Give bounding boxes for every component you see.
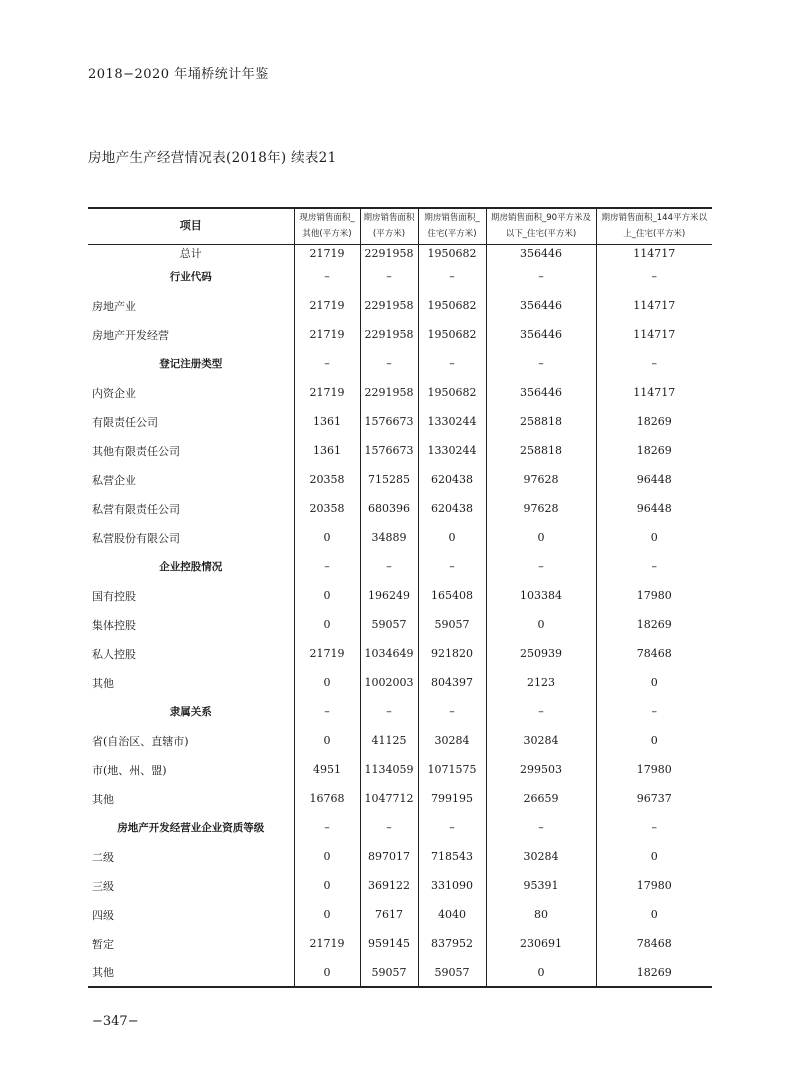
table-cell: 21719 — [294, 929, 360, 958]
table-row — [88, 610, 712, 639]
table-cell: 165408 — [418, 581, 486, 610]
table-cell: – — [486, 552, 596, 581]
table-cell: 59057 — [418, 958, 486, 987]
table-cell: 21719 — [294, 291, 360, 320]
table-cell: 1330244 — [418, 407, 486, 436]
table-cell: 0 — [486, 958, 596, 987]
real-estate-table — [88, 207, 712, 988]
row-label: 私人控股 — [92, 647, 136, 661]
table-cell: 34889 — [360, 523, 418, 552]
table-cell: 0 — [294, 610, 360, 639]
table-cell: – — [360, 349, 418, 378]
table-cell: – — [596, 813, 712, 842]
table-cell: 20358 — [294, 465, 360, 494]
table-row — [88, 523, 712, 552]
table-cell: – — [596, 552, 712, 581]
table-header-row — [88, 208, 712, 244]
table-cell: 18269 — [596, 958, 712, 987]
table-cell: 1134059 — [360, 755, 418, 784]
table-cell: 114717 — [596, 378, 712, 407]
table-cell: – — [294, 262, 360, 291]
table-cell: 921820 — [418, 639, 486, 668]
table-cell: – — [294, 552, 360, 581]
table-cell: 897017 — [360, 842, 418, 871]
table-cell: 1950682 — [418, 320, 486, 349]
table-cell: – — [418, 349, 486, 378]
row-label: 有限责任公司 — [92, 415, 158, 429]
row-label: 总计 — [179, 247, 202, 261]
table-cell: 18269 — [596, 407, 712, 436]
table-cell: 30284 — [486, 842, 596, 871]
table-cell: 1950682 — [418, 244, 486, 262]
table-cell: – — [418, 552, 486, 581]
table-cell: – — [360, 697, 418, 726]
table-cell: 680396 — [360, 494, 418, 523]
table-cell: 718543 — [418, 842, 486, 871]
table-cell: 2291958 — [360, 378, 418, 407]
table-body — [88, 244, 712, 987]
row-label: 四级 — [92, 908, 114, 922]
table-cell: 1361 — [294, 436, 360, 465]
row-label: 房地产开发经营业企业资质等级 — [117, 822, 265, 834]
table-cell: 959145 — [360, 929, 418, 958]
table-row — [88, 726, 712, 755]
table-cell: 21719 — [294, 320, 360, 349]
table-cell: 1576673 — [360, 436, 418, 465]
table-cell: 20358 — [294, 494, 360, 523]
table-cell: 0 — [294, 726, 360, 755]
table-cell: 837952 — [418, 929, 486, 958]
table-cell: 26659 — [486, 784, 596, 813]
table-row — [88, 262, 712, 291]
table-cell: 18269 — [596, 610, 712, 639]
table-cell: 59057 — [360, 610, 418, 639]
row-label: 企业控股情况 — [159, 561, 223, 573]
row-label: 其他 — [88, 958, 294, 987]
row-label: 市(地、州、盟) — [92, 763, 167, 777]
table-cell: 59057 — [418, 610, 486, 639]
table-row — [88, 958, 712, 987]
table-cell: 0 — [294, 958, 360, 987]
table-cell: – — [360, 262, 418, 291]
table-cell: 0 — [596, 900, 712, 929]
table-cell: 114717 — [596, 291, 712, 320]
row-label: 省(自治区、直辖市) — [92, 734, 189, 748]
table-cell: 230691 — [486, 929, 596, 958]
table-cell: 0 — [486, 523, 596, 552]
table-row — [88, 784, 712, 813]
table-cell: 1361 — [294, 407, 360, 436]
table-row — [88, 668, 712, 697]
table-row — [88, 755, 712, 784]
table-cell: 96448 — [596, 465, 712, 494]
column-header: 项目 — [88, 208, 294, 244]
table-cell: 356446 — [486, 320, 596, 349]
table-row — [88, 407, 712, 436]
table-cell: 114717 — [596, 320, 712, 349]
row-label: 行业代码 — [169, 271, 212, 283]
table-cell: 2291958 — [360, 244, 418, 262]
running-head: 2018−2020 年埇桥统计年鉴 — [88, 67, 269, 82]
row-label: 私营股份有限公司 — [92, 531, 180, 545]
table-cell: 18269 — [596, 436, 712, 465]
table-cell: 30284 — [418, 726, 486, 755]
table-cell: – — [486, 349, 596, 378]
table-cell: – — [294, 697, 360, 726]
table-cell: 21719 — [294, 639, 360, 668]
table-cell: 258818 — [486, 407, 596, 436]
table-row — [88, 494, 712, 523]
table-cell: 620438 — [418, 494, 486, 523]
table-cell: 4951 — [294, 755, 360, 784]
table-cell: 1002003 — [360, 668, 418, 697]
table-cell: – — [418, 813, 486, 842]
table-row — [88, 244, 712, 262]
table-row — [88, 349, 712, 378]
table-cell: 0 — [294, 900, 360, 929]
table-cell: 715285 — [360, 465, 418, 494]
table-cell: 0 — [596, 523, 712, 552]
table-cell: 258818 — [486, 436, 596, 465]
table-cell: 17980 — [596, 755, 712, 784]
table-row — [88, 813, 712, 842]
row-label: 房地产开发经营 — [92, 328, 169, 342]
table-cell: – — [486, 262, 596, 291]
table-cell: – — [360, 813, 418, 842]
table-row — [88, 436, 712, 465]
page-number: −347− — [92, 1014, 139, 1029]
table-cell: 331090 — [418, 871, 486, 900]
table-cell: – — [486, 813, 596, 842]
table-cell: – — [486, 697, 596, 726]
table-cell: 17980 — [596, 581, 712, 610]
table-row — [88, 900, 712, 929]
table-cell: 95391 — [486, 871, 596, 900]
row-label: 暂定 — [92, 937, 114, 951]
table-cell: 299503 — [486, 755, 596, 784]
table-cell: 0 — [294, 668, 360, 697]
table-cell: – — [596, 697, 712, 726]
table-cell: 0 — [596, 668, 712, 697]
table-cell: 96448 — [596, 494, 712, 523]
table-cell: – — [596, 349, 712, 378]
row-label: 房地产业 — [92, 299, 136, 313]
table-row — [88, 378, 712, 407]
table-cell: 0 — [294, 871, 360, 900]
table-cell: 369122 — [360, 871, 418, 900]
table-cell: 1071575 — [418, 755, 486, 784]
table-cell: 21719 — [294, 378, 360, 407]
row-label: 其他 — [92, 676, 114, 690]
table-cell: 1950682 — [418, 378, 486, 407]
table-cell: – — [596, 262, 712, 291]
table-row — [88, 697, 712, 726]
table-cell: – — [418, 697, 486, 726]
column-header: 期房销售面积_144平方米以上_住宅(平方米) — [596, 208, 712, 244]
table-cell: 0 — [294, 523, 360, 552]
table-cell: 78468 — [596, 929, 712, 958]
row-label: 其他有限责任公司 — [92, 444, 180, 458]
table-cell: 96737 — [596, 784, 712, 813]
table-cell: 103384 — [486, 581, 596, 610]
table-cell: 4040 — [418, 900, 486, 929]
table-cell: 356446 — [486, 291, 596, 320]
row-label: 登记注册类型 — [159, 358, 223, 370]
table-row — [88, 291, 712, 320]
table-cell: 356446 — [486, 244, 596, 262]
table-cell: 80 — [486, 900, 596, 929]
table-cell: 97628 — [486, 494, 596, 523]
row-label: 二级 — [92, 850, 114, 864]
table-cell: – — [294, 813, 360, 842]
table-cell: 0 — [294, 581, 360, 610]
table-cell: 0 — [486, 610, 596, 639]
table-cell: 356446 — [486, 378, 596, 407]
table-cell: 30284 — [486, 726, 596, 755]
row-label: 私营企业 — [92, 473, 136, 487]
table-cell: 2291958 — [360, 320, 418, 349]
table-cell: 7617 — [360, 900, 418, 929]
table-cell: 17980 — [596, 871, 712, 900]
table-cell: 59057 — [360, 958, 418, 987]
table-row — [88, 639, 712, 668]
table-row — [88, 552, 712, 581]
table-cell: 0 — [294, 842, 360, 871]
column-header: 期房销售面积_住宅(平方米) — [418, 208, 486, 244]
row-label: 其他 — [92, 792, 114, 806]
table-row — [88, 320, 712, 349]
table-cell: 196249 — [360, 581, 418, 610]
table-cell: 78468 — [596, 639, 712, 668]
table-row — [88, 581, 712, 610]
column-header: 期房销售面积(平方米) — [360, 208, 418, 244]
table-cell: 2291958 — [360, 291, 418, 320]
table-row — [88, 842, 712, 871]
column-header: 期房销售面积_90平方米及以下_住宅(平方米) — [486, 208, 596, 244]
table-cell: 97628 — [486, 465, 596, 494]
table-row — [88, 465, 712, 494]
table-cell: 1576673 — [360, 407, 418, 436]
table-cell: 114717 — [596, 244, 712, 262]
table-cell: 0 — [596, 842, 712, 871]
row-label: 内资企业 — [92, 386, 136, 400]
table-cell: 21719 — [294, 244, 360, 262]
column-header: 现房销售面积_其他(平方米) — [294, 208, 360, 244]
table-cell: 1330244 — [418, 436, 486, 465]
row-label: 三级 — [92, 879, 114, 893]
row-label: 国有控股 — [92, 589, 136, 603]
table-cell: 1950682 — [418, 291, 486, 320]
table-cell: – — [294, 349, 360, 378]
table-cell: – — [360, 552, 418, 581]
table-cell: 620438 — [418, 465, 486, 494]
table-cell: 1047712 — [360, 784, 418, 813]
table-cell: 250939 — [486, 639, 596, 668]
table-cell: 0 — [596, 726, 712, 755]
row-label: 集体控股 — [92, 618, 136, 632]
table-cell: 2123 — [486, 668, 596, 697]
table-title: 房地产生产经营情况表(2018年) 续表21 — [88, 150, 337, 166]
row-label: 私营有限责任公司 — [92, 502, 180, 516]
table-cell: 804397 — [418, 668, 486, 697]
table-row — [88, 871, 712, 900]
table-cell: 0 — [418, 523, 486, 552]
table-cell: 799195 — [418, 784, 486, 813]
table-row — [88, 929, 712, 958]
table-cell: 41125 — [360, 726, 418, 755]
table-cell: 16768 — [294, 784, 360, 813]
table-cell: 1034649 — [360, 639, 418, 668]
table-cell: – — [418, 262, 486, 291]
row-label: 隶属关系 — [169, 706, 212, 718]
